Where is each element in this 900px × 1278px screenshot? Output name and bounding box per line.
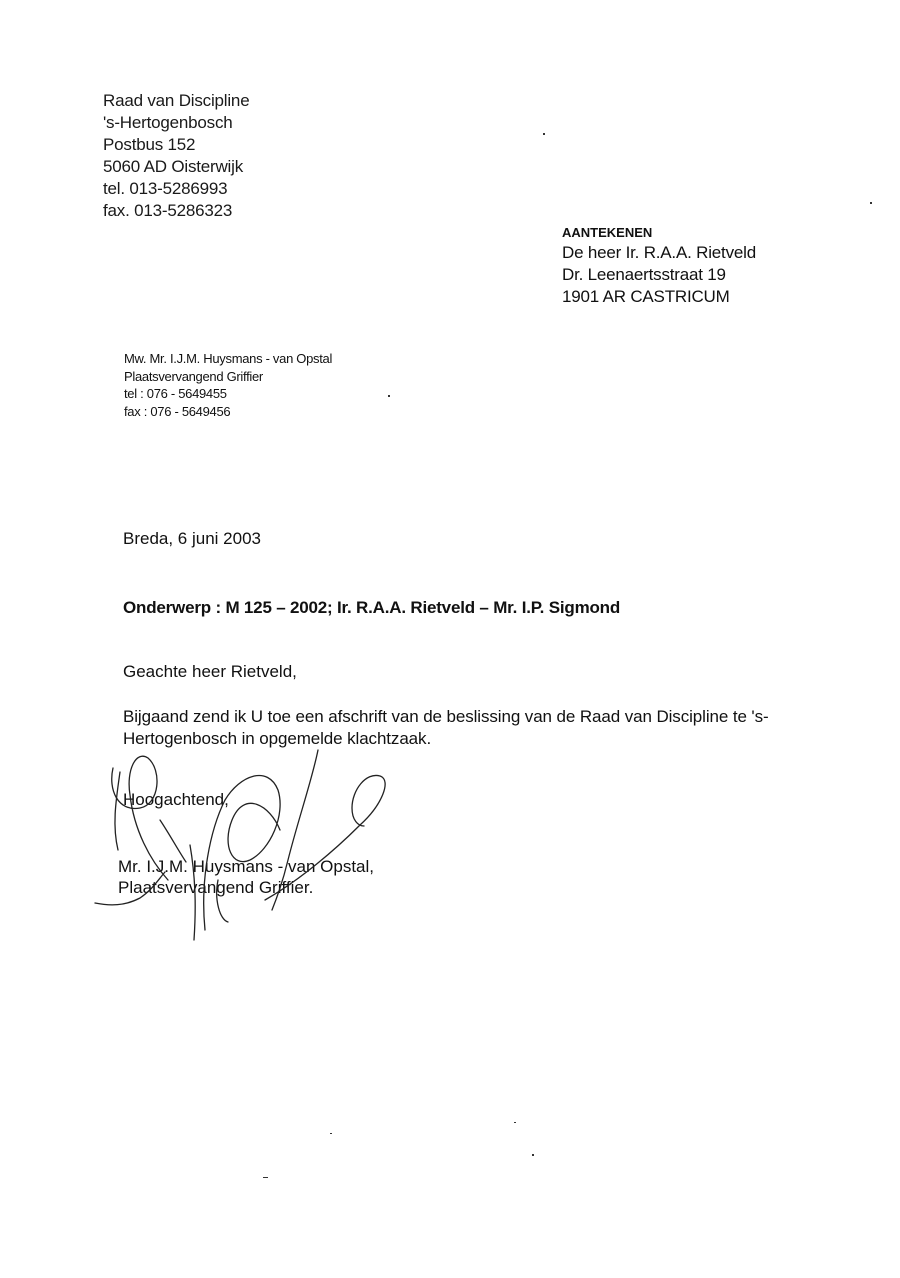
recipient-line: Dr. Leenaertsstraat 19 — [562, 265, 726, 284]
clerk-contact-block — [124, 350, 332, 420]
body-paragraph: Bijgaand zend ik U toe een afschrift van de beslissing van de Raad van Discipline te 's-Hertogenbosch in opgemelde klachtzaak. — [123, 707, 769, 748]
scan-speck — [870, 202, 872, 204]
sender-line: fax. 013-5286323 — [103, 201, 233, 220]
salutation: Geachte heer Rietveld, — [123, 662, 297, 681]
subject-line: Onderwerp : M 125 – 2002; Ir. R.A.A. Rietveld – Mr. I.P. Sigmond — [123, 598, 621, 617]
signer-block — [118, 856, 374, 898]
sender-line: 's-Hertogenbosch — [103, 113, 233, 132]
scan-speck — [514, 1122, 516, 1123]
clerk-line: tel : 076 - 5649455 — [124, 386, 227, 401]
sender-address-block — [103, 90, 249, 222]
sender-line: 5060 AD Oisterwijk — [103, 157, 244, 176]
registered-mail-label: AANTEKENEN — [562, 225, 653, 240]
scan-speck — [330, 1133, 332, 1134]
sender-line: tel. 013-5286993 — [103, 179, 228, 198]
recipient-line: 1901 AR CASTRICUM — [562, 287, 730, 306]
closing: Hoogachtend, — [123, 790, 229, 809]
place-date: Breda, 6 juni 2003 — [123, 529, 261, 548]
scan-speck — [543, 133, 545, 135]
scan-speck — [532, 1154, 534, 1156]
clerk-line: Mw. Mr. I.J.M. Huysmans - van Opstal — [124, 351, 333, 366]
sender-line: Raad van Discipline — [103, 91, 250, 110]
recipient-line: De heer Ir. R.A.A. Rietveld — [562, 243, 756, 262]
signer-name: Mr. I.J.M. Huysmans - van Opstal, — [118, 857, 375, 876]
signer-title: Plaatsvervangend Griffier. — [118, 878, 314, 897]
clerk-line: fax : 076 - 5649456 — [124, 403, 231, 419]
sender-line: Postbus 152 — [103, 135, 196, 154]
clerk-line: Plaatsvervangend Griffier — [124, 368, 263, 384]
scan-speck — [263, 1177, 268, 1178]
recipient-address-block — [562, 224, 756, 308]
scan-speck — [388, 395, 390, 397]
